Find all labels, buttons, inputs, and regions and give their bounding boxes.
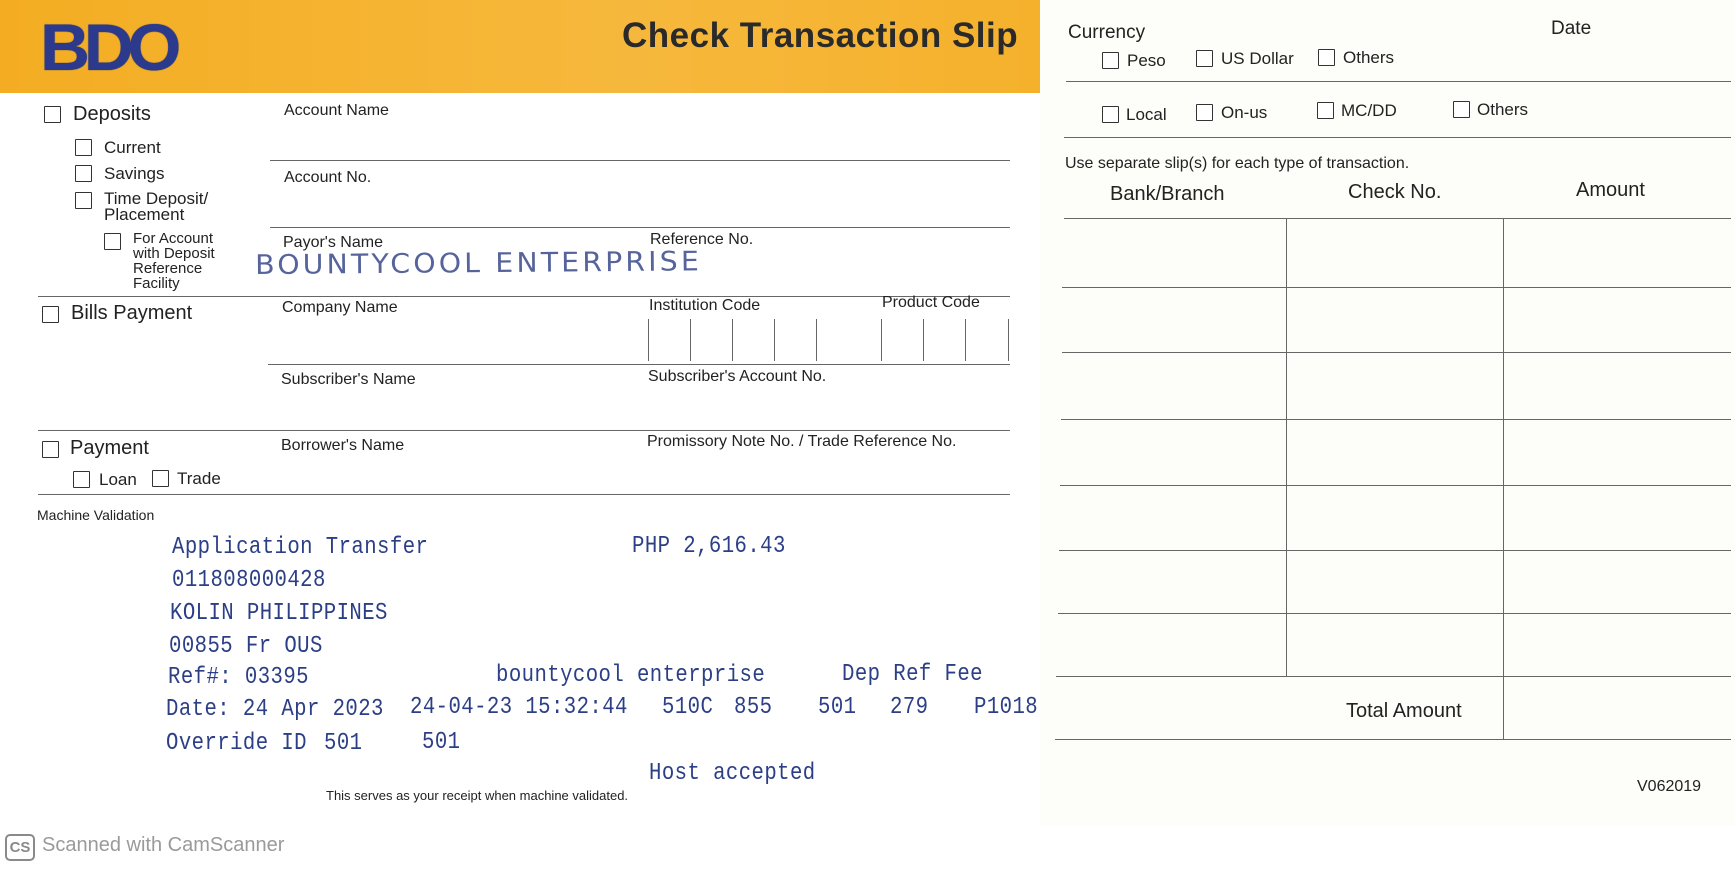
validation-line-1: Application Transfer — [172, 534, 429, 561]
machine-validation-label: Machine Validation — [37, 507, 155, 523]
subscribers-account-no-label: Subscriber's Account No. — [648, 368, 827, 385]
subscribers-name-label: Subscriber's Name — [281, 371, 416, 388]
validation-code-4: 279 — [890, 694, 929, 721]
payors-name-value: BOUNTYCOOL ENTERPRISE — [255, 246, 703, 281]
camscanner-watermark: Scanned with CamScanner — [42, 834, 285, 856]
institution-code-label: Institution Code — [649, 297, 761, 314]
promissory-note-label: Promissory Note No. / Trade Reference No. — [647, 433, 957, 450]
deposits-section-divider — [38, 296, 1010, 297]
us-dollar-checkbox[interactable] — [1196, 50, 1213, 67]
others-currency-checkbox[interactable] — [1318, 49, 1335, 66]
peso-label: Peso — [1127, 51, 1166, 70]
bdo-logo: BDO — [40, 10, 176, 84]
on-us-checkbox[interactable] — [1196, 104, 1213, 121]
col-check-no: Check No. — [1348, 181, 1442, 203]
type-divider — [1064, 137, 1731, 138]
validation-amount: PHP 2,616.43 — [632, 533, 786, 560]
account-name-label: Account Name — [284, 102, 389, 119]
borrowers-name-label: Borrower's Name — [281, 437, 405, 454]
deposits-checkbox[interactable] — [44, 106, 61, 123]
validation-code-1: 510C — [662, 694, 714, 721]
mc-dd-checkbox[interactable] — [1317, 102, 1334, 119]
right-panel — [1040, 0, 1735, 830]
peso-checkbox[interactable] — [1102, 52, 1119, 69]
account-no-line — [270, 227, 1010, 228]
validation-line-3: KOLIN PHILIPPINES — [170, 600, 388, 627]
date-label: Date — [1551, 18, 1592, 39]
for-account-checkbox[interactable] — [104, 233, 121, 250]
local-checkbox[interactable] — [1102, 106, 1119, 123]
savings-checkbox[interactable] — [75, 165, 92, 182]
instruction-text: Use separate slip(s) for each type of transaction. — [1065, 155, 1410, 172]
payors-name-label: Payor's Name — [283, 234, 383, 251]
camscanner-icon: CS — [5, 834, 35, 861]
form-code: V062019 — [1637, 778, 1702, 795]
validation-code-3: 501 — [818, 694, 857, 721]
loan-label: Loan — [99, 470, 137, 489]
validation-override-label: Override ID — [166, 730, 307, 757]
account-no-label: Account No. — [284, 169, 372, 186]
others-currency-label: Others — [1343, 48, 1395, 67]
local-label: Local — [1126, 105, 1167, 124]
validation-payor: bountycool enterprise — [496, 662, 766, 689]
on-us-label: On-us — [1221, 103, 1268, 122]
payment-section-divider — [38, 494, 1010, 495]
validation-date: Date: 24 Apr 2023 — [166, 696, 384, 723]
bills-section-divider — [38, 430, 1010, 431]
us-dollar-label: US Dollar — [1221, 49, 1294, 68]
bills-payment-label: Bills Payment — [71, 302, 193, 324]
product-code-label: Product Code — [882, 294, 980, 311]
for-account-label-2: with Deposit — [133, 245, 215, 262]
deposits-label: Deposits — [73, 103, 151, 125]
time-deposit-label-2: Placement — [104, 205, 185, 224]
others-type-checkbox[interactable] — [1453, 101, 1470, 118]
company-name-label: Company Name — [282, 299, 398, 316]
validation-host-accepted: Host accepted — [649, 760, 816, 787]
slip-title: Check Transaction Slip — [622, 16, 1019, 55]
loan-checkbox[interactable] — [73, 471, 90, 488]
validation-line-2: 011808000428 — [172, 567, 326, 594]
current-label: Current — [104, 138, 161, 157]
trade-label: Trade — [177, 469, 221, 488]
reference-no-label: Reference No. — [650, 231, 754, 248]
bills-payment-checkbox[interactable] — [42, 306, 59, 323]
validation-line-4: 00855 Fr OUS — [169, 633, 323, 660]
validation-datetime: 24-04-23 15:32:44 — [410, 694, 628, 721]
account-name-line — [270, 160, 1010, 161]
trade-checkbox[interactable] — [152, 470, 169, 487]
currency-divider — [1066, 81, 1731, 82]
receipt-note: This serves as your receipt when machine validated. — [326, 788, 629, 803]
payment-label: Payment — [70, 437, 149, 459]
for-account-label-3: Reference — [133, 260, 203, 277]
col-bank-branch: Bank/Branch — [1110, 183, 1225, 205]
for-account-label-4: Facility — [133, 275, 180, 292]
for-account-label-1: For Account — [133, 230, 214, 247]
time-deposit-checkbox[interactable] — [75, 192, 92, 209]
mc-dd-label: MC/DD — [1341, 101, 1397, 120]
current-checkbox[interactable] — [75, 139, 92, 156]
col-amount: Amount — [1576, 179, 1645, 201]
savings-label: Savings — [104, 164, 165, 183]
others-type-label: Others — [1477, 100, 1529, 119]
validation-code-5: P1018 — [974, 694, 1039, 721]
currency-label: Currency — [1068, 22, 1146, 43]
validation-dep-ref-fee: Dep Ref Fee — [842, 661, 983, 688]
payment-checkbox[interactable] — [42, 441, 59, 458]
validation-code-2: 855 — [734, 694, 773, 721]
validation-ref: Ref#: 03395 — [168, 664, 309, 691]
total-amount-label: Total Amount — [1346, 700, 1462, 722]
validation-override-1: 501 — [324, 730, 363, 757]
validation-override-2: 501 — [422, 729, 461, 756]
time-deposit-label: Time Deposit/ — [104, 189, 209, 208]
company-name-line — [268, 364, 1010, 365]
